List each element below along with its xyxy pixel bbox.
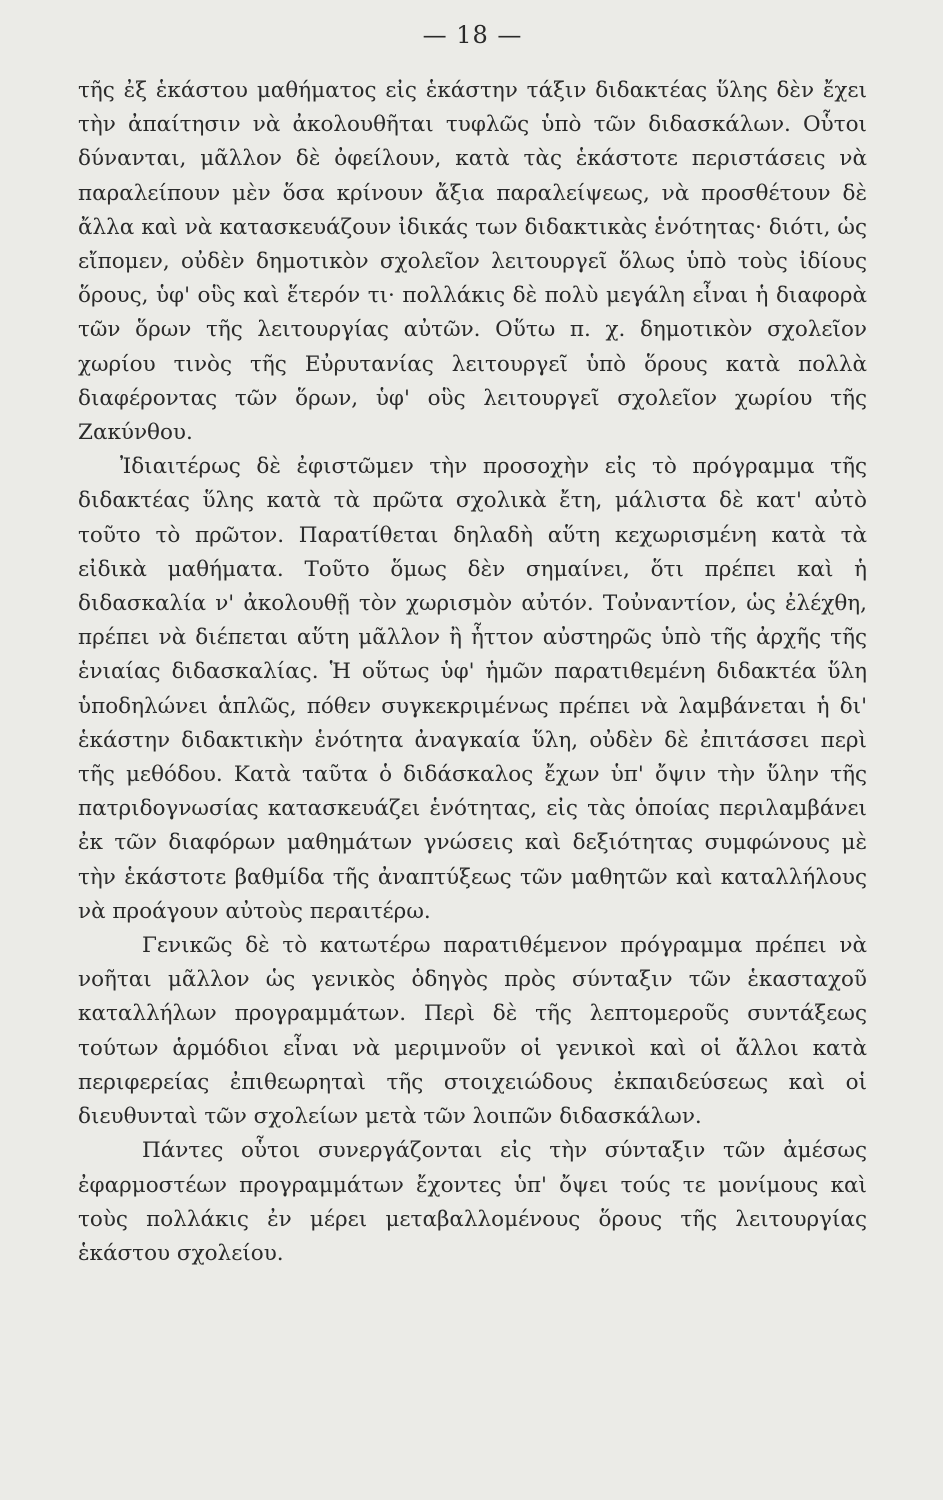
paragraph-1: τῆς ἐξ ἑκάστου μαθήματος εἰς ἑκάστην τάξιν διδακτέας ὕλης δὲν ἔχει τὴν ἀπαίτησιν νὰ ἀκολουθῆται τυφλῶς ὑπὸ τῶν διδασκάλων. Οὗτοι δύνανται, μᾶλλον δὲ ὀφείλουν, κατὰ τὰς ἑκάστοτε περιστάσεις νὰ παραλείπουν μὲν ὅσα κρίνουν ἄξια παραλείψεως, νὰ προσθέτουν δὲ ἄλλα καὶ νὰ κατασκευάζουν ἰδικάς των διδακτικὰς ἑνότητας· διότι, ὡς εἴπομεν, οὐδὲν δημοτικὸν σχολεῖον λειτουργεῖ ὅλως ὑπὸ τοὺς ἰδίους ὅρους, ὑφ' οὓς καὶ ἕτερόν τι· πολλάκις δὲ πολὺ μεγάλη εἶναι ἡ διαφορὰ τῶν ὅρων τῆς λειτουργίας αὐτῶν. Οὕτω π. χ. δημοτικὸν σχολεῖον χωρίου τινὸς τῆς Εὐρυτανίας λειτουργεῖ ὑπὸ ὅρους κατὰ πολλὰ διαφέροντας τῶν ὅρων, ὑφ' οὓς λειτουργεῖ σχολεῖον χωρίου τῆς Ζακύνθου.: [78, 78, 867, 446]
paragraph-2: Ἰδιαιτέρως δὲ ἐφιστῶμεν τὴν προσοχὴν εἰς τὸ πρόγραμμα τῆς διδακτέας ὕλης κατὰ τὰ πρῶτα σχολικὰ ἔτη, μάλιστα δὲ κατ' αὐτὸ τοῦτο τὸ πρῶτον. Παρατίθεται δηλαδὴ αὕτη κεχωρισμένη κατὰ τὰ εἰδικὰ μαθήματα. Τοῦτο ὅμως δὲν σημαίνει, ὅτι πρέπει καὶ ἡ διδασκαλία ν' ἀκολουθῇ τὸν χωρισμὸν αὐτόν. Τοὐναντίον, ὡς ἐλέχθη, πρέπει νὰ διέπεται αὕτη μᾶλλον ἢ ἧττον αὐστηρῶς ὑπὸ τῆς ἀρχῆς τῆς ἑνιαίας διδασκαλίας. Ἡ οὕτως ὑφ' ἡμῶν παρατιθεμένη διδακτέα ὕλη ὑποδηλώνει ἁπλῶς, πόθεν συγκεκριμένως πρέπει νὰ λαμβάνεται ἡ δι' ἑκάστην διδακτικὴν ἑνότητα ἀναγκαία ὕλη, οὐδὲν δὲ ἐπιτάσσει περὶ τῆς μεθόδου. Κατὰ ταῦτα ὁ διδάσκαλος ἔχων ὑπ' ὄψιν τὴν ὕλην τῆς πατριδογνωσίας κατασκευάζει ἑνότητας, εἰς τὰς ὁποίας περιλαμβάνει ἐκ τῶν διαφόρων μαθημάτων γνώσεις καὶ δεξιότητας συμφώνους μὲ τὴν ἑκάστοτε βαθμίδα τῆς ἀναπτύξεως τῶν μαθητῶν καὶ καταλλήλους νὰ προάγουν αὐτοὺς περαιτέρω.: [78, 454, 867, 924]
text-body: [78, 74, 867, 1271]
page-number: — 18 —: [422, 21, 523, 49]
paragraph-3: Γενικῶς δὲ τὸ κατωτέρω παρατιθέμενον πρόγραμμα πρέπει νὰ νοῆται μᾶλλον ὡς γενικὸς ὁδηγὸς πρὸς σύνταξιν τῶν ἑκασταχοῦ καταλλήλων προγραμμάτων. Περὶ δὲ τῆς λεπτομεροῦς συντάξεως τούτων ἁρμόδιοι εἶναι νὰ μεριμνοῦν οἱ γενικοὶ καὶ οἱ ἄλλοι κατὰ περιφερείας ἐπιθεωρηταὶ τῆς στοιχειώδους ἐκπαιδεύσεως καὶ οἱ διευθυνταὶ τῶν σχολείων μετὰ τῶν λοιπῶν διδασκάλων.: [78, 933, 867, 1130]
paragraph-4: Πάντες οὗτοι συνεργάζονται εἰς τὴν σύνταξιν τῶν ἀμέσως ἐφαρμοστέων προγραμμάτων ἔχοντες ὑπ' ὄψει τούς τε μονίμους καὶ τοὺς πολλάκις ἐν μέρει μεταβαλλομένους ὅρους τῆς λειτουργίας ἑκάστου σχολείου.: [78, 1138, 867, 1266]
